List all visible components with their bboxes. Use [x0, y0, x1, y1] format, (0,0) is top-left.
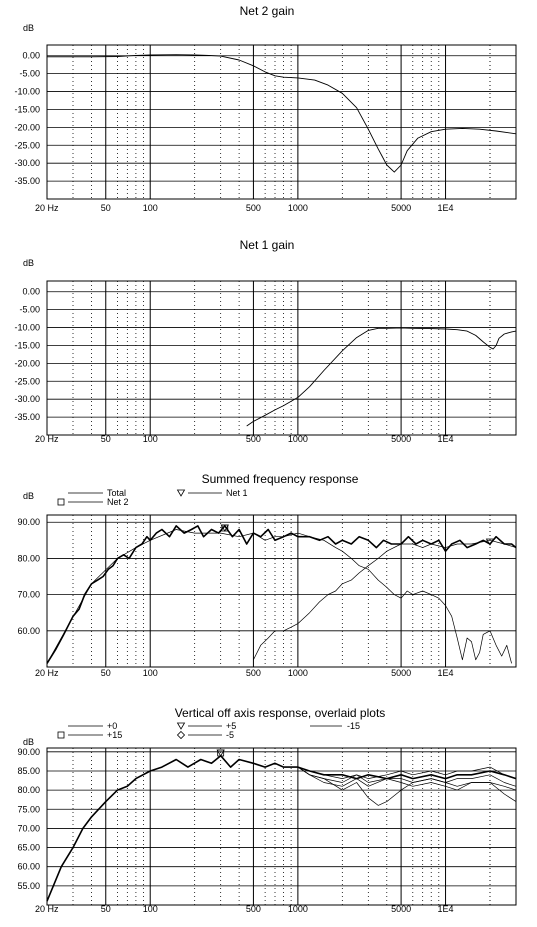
x-tick-label: 5000	[391, 904, 412, 914]
y-tick-label: -25.00	[14, 376, 40, 387]
x-tick-label: 50	[100, 434, 111, 444]
y-tick-label: 80.00	[17, 785, 40, 796]
y-axis-label: dB	[22, 23, 34, 33]
y-tick-label: -20.00	[14, 122, 40, 133]
grid	[47, 45, 516, 199]
y-tick-label: -5.00	[19, 304, 40, 315]
chart-panel-3	[17, 472, 516, 678]
x-tick-label: 500	[245, 668, 261, 678]
x-tick-label: 50	[100, 904, 111, 914]
triangle-marker-icon	[178, 490, 185, 496]
y-tick-label: 85.00	[17, 765, 40, 776]
legend-entry	[58, 497, 129, 507]
diamond-marker-icon	[178, 732, 185, 739]
grid	[47, 281, 516, 435]
legend-label: +0	[107, 721, 118, 731]
x-tick-label: 500	[245, 904, 261, 914]
grid	[47, 748, 516, 905]
x-tick-label: 1E4	[437, 668, 454, 678]
chart-title: Net 2 gain	[239, 4, 295, 18]
legend-label: +15	[107, 730, 123, 740]
x-tick-label: 1000	[287, 434, 308, 444]
y-tick-label: -30.00	[14, 158, 40, 169]
y-tick-label: -35.00	[14, 412, 40, 423]
legend-label: +5	[226, 721, 237, 731]
x-tick-label: 5000	[391, 668, 412, 678]
legend-label: -15	[347, 721, 361, 731]
x-tick-label: 5000	[391, 203, 412, 213]
x-tick-label: 1E4	[437, 203, 454, 213]
y-tick-label: 90.00	[17, 517, 40, 528]
y-tick-label: 80.00	[17, 553, 40, 564]
legend-label: Net 1	[226, 488, 248, 498]
y-tick-label: 0.00	[22, 50, 40, 61]
legend-entry	[178, 730, 235, 740]
y-tick-label: -5.00	[19, 68, 40, 79]
x-tick-label: 1E4	[437, 434, 454, 444]
x-tick-label: 20 Hz	[35, 904, 59, 914]
x-tick-label: 500	[245, 203, 261, 213]
y-tick-label: 60.00	[17, 625, 40, 636]
legend-entry	[58, 730, 122, 740]
chart-title: Vertical off axis response, overlaid plots	[174, 706, 386, 720]
chart-panel-2	[14, 238, 516, 444]
chart-title: Summed frequency response	[201, 472, 359, 486]
y-tick-label: -35.00	[14, 176, 40, 187]
series-line-main	[247, 328, 516, 426]
y-tick-label: 90.00	[17, 746, 40, 757]
y-tick-label: -20.00	[14, 358, 40, 369]
x-tick-label: 500	[245, 434, 261, 444]
x-tick-label: 1000	[287, 904, 308, 914]
x-tick-label: 50	[100, 668, 111, 678]
chart-panel-1	[14, 4, 516, 213]
y-tick-label: -10.00	[14, 322, 40, 333]
x-tick-label: 20 Hz	[35, 203, 59, 213]
x-tick-label: 50	[100, 203, 111, 213]
chart-title: Net 1 gain	[239, 238, 295, 252]
series-line-net2	[47, 530, 512, 664]
y-tick-label: 70.00	[17, 823, 40, 834]
y-tick-label: -10.00	[14, 86, 40, 97]
legend-label: Net 2	[107, 497, 129, 507]
y-tick-label: 0.00	[22, 286, 40, 297]
x-tick-label: 100	[142, 434, 158, 444]
x-tick-label: 20 Hz	[35, 668, 59, 678]
chart-panel-4	[17, 706, 516, 914]
triangle-marker-icon	[178, 723, 185, 729]
y-tick-label: -15.00	[14, 104, 40, 115]
legend-label: Total	[107, 488, 127, 498]
y-tick-label: -15.00	[14, 340, 40, 351]
y-tick-label: 60.00	[17, 861, 40, 872]
x-tick-label: 100	[142, 668, 158, 678]
x-tick-label: 1E4	[437, 904, 454, 914]
x-tick-label: 20 Hz	[35, 434, 59, 444]
y-tick-label: 70.00	[17, 589, 40, 600]
y-axis-label: dB	[22, 491, 34, 501]
y-tick-label: 55.00	[17, 880, 40, 891]
y-tick-label: 75.00	[17, 804, 40, 815]
legend-entry	[178, 488, 248, 498]
y-axis-label: dB	[22, 737, 34, 747]
x-tick-label: 5000	[391, 434, 412, 444]
x-tick-label: 100	[142, 203, 158, 213]
y-axis-label: dB	[22, 258, 34, 268]
x-tick-label: 1000	[287, 203, 308, 213]
legend-label: -5	[226, 730, 235, 740]
x-tick-label: 1000	[287, 668, 308, 678]
y-tick-label: -25.00	[14, 140, 40, 151]
square-marker-icon	[58, 499, 64, 505]
y-tick-label: -30.00	[14, 394, 40, 405]
x-tick-label: 100	[142, 904, 158, 914]
legend-entry	[310, 721, 360, 731]
y-tick-label: 65.00	[17, 842, 40, 853]
square-marker-icon	[58, 732, 64, 738]
